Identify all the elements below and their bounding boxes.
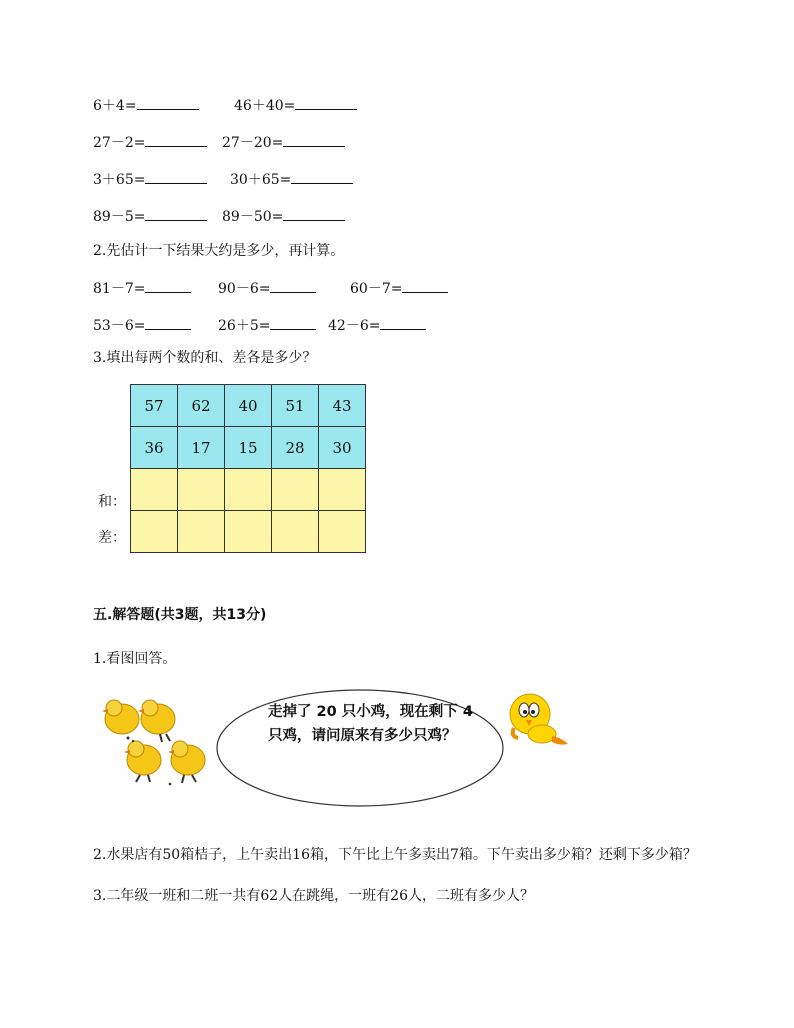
chick-icon (124, 741, 161, 782)
number-cell: 15 (225, 427, 272, 469)
diff-label: 差： (98, 530, 126, 546)
answer-blank[interactable] (145, 280, 191, 293)
equation: 30＋65= (230, 169, 353, 189)
equation: 89－5= (93, 206, 207, 226)
equation: 53－6= (93, 315, 191, 335)
section-heading: 五.解答题(共3题，共13分) (93, 607, 267, 623)
answer-blank[interactable] (283, 134, 345, 147)
equation: 81－7= (93, 278, 191, 298)
sum-answer-cell[interactable] (272, 469, 319, 511)
diff-answer-cell[interactable] (272, 511, 319, 553)
equation: 90－6= (218, 278, 316, 298)
diff-answer-cell[interactable] (225, 511, 272, 553)
answer-blank[interactable] (270, 317, 316, 330)
number-cell: 62 (178, 385, 225, 427)
equation: 46＋40= (234, 95, 357, 115)
q2-title: 2.先估计一下结果大约是多少，再计算。 (93, 243, 345, 259)
diff-answer-cell[interactable] (131, 511, 178, 553)
equation: 27－2= (93, 132, 207, 152)
number-cell: 57 (131, 385, 178, 427)
chick-icon (138, 700, 175, 742)
bird-icon (500, 688, 575, 753)
answer-blank[interactable] (270, 280, 316, 293)
sum-diff-table (130, 384, 366, 553)
equation: 3＋65= (93, 169, 207, 189)
answer-blank[interactable] (145, 208, 207, 221)
table-row-top (131, 385, 366, 427)
table-row-diff (131, 511, 366, 553)
answer-blank[interactable] (283, 208, 345, 221)
chick-icon (168, 741, 205, 783)
answer-blank[interactable] (380, 317, 426, 330)
table-row-bottom (131, 427, 366, 469)
sum-answer-cell[interactable] (225, 469, 272, 511)
number-cell: 51 (272, 385, 319, 427)
q3-title: 3.填出每两个数的和、差各是多少？ (93, 350, 317, 366)
equation: 26＋5= (218, 315, 316, 335)
number-cell: 43 (319, 385, 366, 427)
answer-blank[interactable] (145, 171, 207, 184)
number-cell: 40 (225, 385, 272, 427)
answer-blank[interactable] (402, 280, 448, 293)
diff-answer-cell[interactable] (178, 511, 225, 553)
number-cell: 17 (178, 427, 225, 469)
number-cell: 36 (131, 427, 178, 469)
table-row-sum (131, 469, 366, 511)
answer-blank[interactable] (145, 134, 207, 147)
answer-blank[interactable] (295, 97, 357, 110)
chicks-illustration (100, 694, 215, 789)
equation: 6＋4= (93, 95, 199, 115)
q1-title: 1.看图回答。 (93, 651, 177, 667)
bubble-text: 走掉了 20 只小鸡，现在剩下 4 只鸡，请问原来有多少只鸡？ (268, 704, 473, 744)
word-problem-3: 3.二年级一班和二班一共有62人在跳绳，一班有26人，二班有多少人？ (93, 888, 534, 904)
answer-blank[interactable] (291, 171, 353, 184)
answer-blank[interactable] (145, 317, 191, 330)
chick-icon (102, 700, 139, 734)
diff-answer-cell[interactable] (319, 511, 366, 553)
word-problem-2: 2.水果店有50箱桔子，上午卖出16箱，下午比上午多卖出7箱。下午卖出多少箱？还剩下多少箱？ (93, 847, 697, 863)
sum-label: 和： (98, 494, 126, 510)
sum-answer-cell[interactable] (178, 469, 225, 511)
number-cell: 28 (272, 427, 319, 469)
answer-blank[interactable] (137, 97, 199, 110)
equation: 27－20= (222, 132, 345, 152)
equation: 60－7= (350, 278, 448, 298)
number-cell: 30 (319, 427, 366, 469)
equation: 42－6= (328, 315, 426, 335)
equation: 89－50= (222, 206, 345, 226)
sum-answer-cell[interactable] (319, 469, 366, 511)
sum-answer-cell[interactable] (131, 469, 178, 511)
